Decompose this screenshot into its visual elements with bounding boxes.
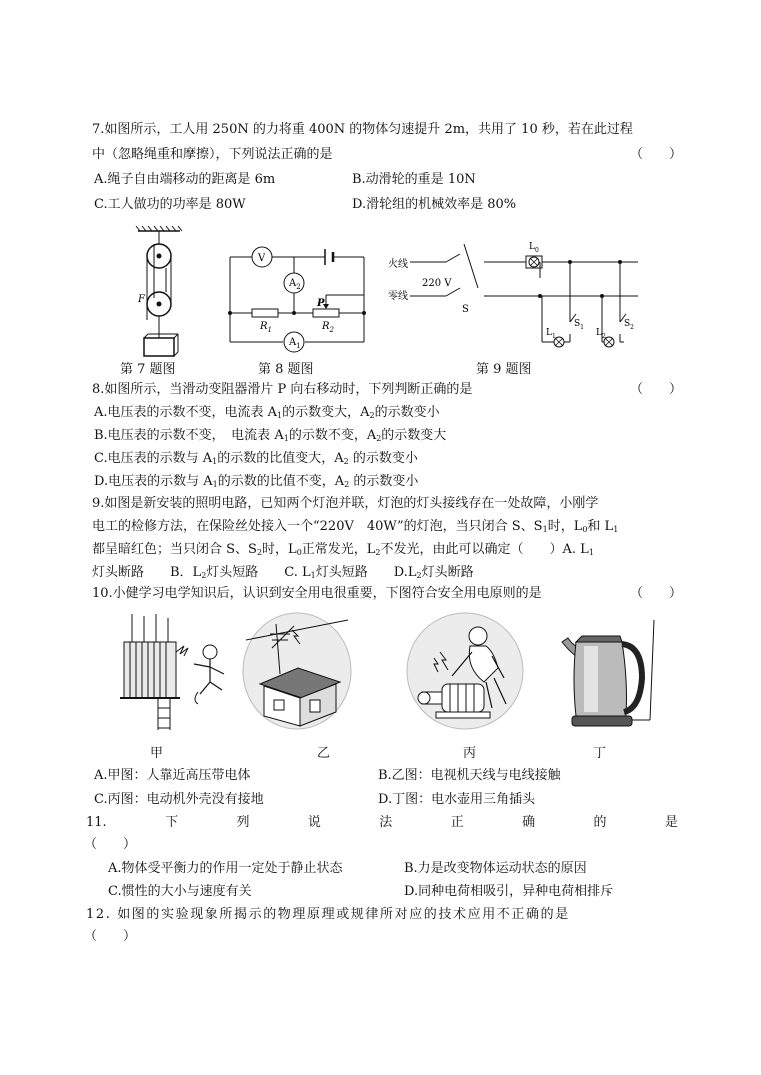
fig9-s2-label bbox=[624, 319, 634, 331]
q11-option-d: D.同种电荷相吸引，异种电荷相排斥 bbox=[404, 884, 614, 899]
fig9-l0-label bbox=[529, 242, 539, 254]
q10-option-b: B.乙图：电视机天线与电线接触 bbox=[378, 768, 561, 783]
q10-label-jia: 甲 bbox=[150, 746, 164, 761]
fig8-a2-letter: A bbox=[289, 278, 297, 289]
q10-label-yi: 乙 bbox=[317, 746, 331, 761]
q10-stem-text: 10.小健学习电学知识后，认识到安全用电很重要，下图符合安全用电原则的是 bbox=[92, 586, 542, 601]
q11-option-a: A.物体受平衡力的作用一定处于静止状态 bbox=[108, 861, 343, 876]
q7-stem-text: 中（忽略绳重和摩擦），下列说法正确的是 bbox=[92, 147, 333, 162]
q11-stem-word: 是 bbox=[664, 815, 678, 830]
q11-stem-word: 确 bbox=[522, 815, 536, 830]
q11-stem-word: 正 bbox=[450, 815, 464, 830]
q7-option-c: C.工人做功的功率是 80W bbox=[94, 197, 246, 212]
fig9-l1-sub: 1 bbox=[551, 333, 556, 340]
fig9-s2-sub: 2 bbox=[630, 324, 634, 331]
fig7-force-label: F bbox=[138, 294, 145, 305]
q12-stem-line: 12. 如图的实验现象所揭示的物理原理或规律所对应的技术应用不正确的是 bbox=[86, 907, 570, 922]
q8-stem-text: 8.如图所示，当滑动变阻器滑片 P 向右移动时，下列判断正确的是 bbox=[92, 382, 473, 397]
q7-answer-paren: （ ） bbox=[629, 147, 682, 162]
fig8-r1-label bbox=[259, 321, 272, 334]
q10-image-yi-house-antenna bbox=[242, 612, 352, 730]
q7-option-a: A.绳子自由端移动的距离是 6m bbox=[94, 172, 276, 187]
q11-option-c: C.惯性的大小与速度有关 bbox=[108, 884, 252, 899]
q11-stem-word: 法 bbox=[379, 815, 393, 830]
q8-option-b: B.电压表的示数不变， 电流表 $A_1$的示数不变，$A_2$的示数变大 bbox=[94, 428, 447, 443]
q10-image-jia-transformer bbox=[118, 612, 230, 730]
fig9-lighting-circuit bbox=[388, 238, 638, 358]
q11-stem-word: 列 bbox=[236, 815, 250, 830]
q11-stem-word: 说 bbox=[307, 815, 321, 830]
q11-stem-word: 的 bbox=[593, 815, 607, 830]
q8-option-c: C.电压表的示数与 $A_1$的示数的比值变大，$A_2$ 的示数变小 bbox=[94, 451, 418, 466]
q10-label-bing: 丙 bbox=[463, 746, 477, 761]
q7-option-b: B.动滑轮的重是 10N bbox=[352, 172, 476, 187]
q11-option-b: B.力是改变物体运动状态的原因 bbox=[404, 861, 587, 876]
fig9-l0-letter: L bbox=[529, 242, 535, 252]
fig9-neutral-line-label: 零线 bbox=[388, 291, 408, 302]
fig8-a1-sub: 1 bbox=[296, 342, 301, 350]
fig8-circuit-diagram bbox=[230, 245, 370, 355]
fig9-caption: 第 9 题图 bbox=[476, 362, 532, 377]
fig9-s1-letter: S bbox=[574, 319, 581, 329]
fig8-r1-sub: 1 bbox=[267, 326, 272, 334]
q10-option-d: D.丁图：电水壶用三角插头 bbox=[378, 792, 536, 807]
q11-stem-word: 下 bbox=[165, 815, 179, 830]
fig8-r2-sub: 2 bbox=[329, 326, 334, 334]
fig8-caption: 第 8 题图 bbox=[258, 362, 314, 377]
fig9-switch-s-label: S bbox=[462, 304, 469, 315]
fig9-fire-line-label: 火线 bbox=[388, 259, 408, 270]
q11-stem-word: 11. bbox=[86, 815, 107, 830]
q9-line4: 灯头断路 B．$L_2$灯头短路 C. $L_1$灯头短路 $D.L_2$灯头断路 bbox=[92, 565, 474, 580]
q11-answer-paren: （ ） bbox=[84, 837, 137, 852]
q10-option-c: C.丙图：电动机外壳没有接地 bbox=[94, 792, 264, 807]
fig8-slider-label: P bbox=[317, 298, 325, 309]
fig9-l2-sub: 2 bbox=[601, 333, 606, 340]
q8-option-a: A.电压表的示数不变，电流表 $A_1$的示数变大，$A_2$的示数变小 bbox=[94, 405, 440, 420]
fig7-caption: 第 7 题图 bbox=[120, 362, 176, 377]
q12-answer-paren: （ ） bbox=[84, 929, 137, 944]
q10-answer-paren: （ ） bbox=[629, 586, 682, 601]
q11-stem-line bbox=[86, 814, 678, 832]
q10-image-bing-motor bbox=[406, 612, 524, 730]
q10-stem-line bbox=[92, 585, 682, 603]
q8-answer-paren: （ ） bbox=[629, 382, 682, 397]
q8-option-d: D.电压表的示数与 $A_1$的示数的比值不变，$A_2$ 的示数变小 bbox=[94, 474, 419, 489]
fig8-a1-letter: A bbox=[289, 337, 297, 348]
fig9-s1-label bbox=[574, 319, 584, 331]
q7-stem-line1: 7.如图所示，工人用 250N 的力将重 400N 的物体匀速提升 2m，共用了 10 秒，若在此过程 bbox=[92, 122, 633, 137]
fig9-l2-label bbox=[596, 328, 606, 340]
fig9-l1-label bbox=[546, 328, 556, 340]
q7-stem-line2 bbox=[92, 146, 682, 164]
q10-image-ding-kettle bbox=[562, 620, 662, 732]
q10-label-ding: 丁 bbox=[593, 746, 607, 761]
fig8-r1-letter: R bbox=[260, 321, 268, 332]
fig8-a2-sub: 2 bbox=[296, 283, 301, 291]
fig9-l1-letter: L bbox=[546, 328, 552, 338]
q9-line3: 都呈暗红色；当只闭合 S、$S_2$时，$L_0$正常发光，$L_2$不发光，由此可以确定（ ）A. $L_1$ bbox=[92, 542, 594, 557]
q8-stem-line bbox=[92, 381, 682, 399]
q9-line1: 9.如图是新安装的照明电路，已知两个灯泡并联，灯泡的灯头接线存在一处故障，小刚学 bbox=[92, 496, 599, 511]
fig8-voltmeter-label: V bbox=[258, 253, 266, 264]
fig8-r2-label bbox=[321, 321, 335, 334]
fig7-pulley-diagram bbox=[130, 228, 190, 360]
fig8-r2-letter: R bbox=[322, 321, 330, 332]
q10-option-a: A.甲图：人靠近高压带电体 bbox=[94, 768, 251, 783]
q7-option-d: D.滑轮组的机械效率是 80% bbox=[352, 197, 517, 212]
fig9-l0-sub: 0 bbox=[534, 247, 539, 254]
fig9-l2-letter: L bbox=[596, 328, 602, 338]
fig9-s1-sub: 1 bbox=[580, 324, 584, 331]
fig9-s2-letter: S bbox=[624, 319, 631, 329]
fig9-voltage-label: 220 V bbox=[422, 278, 452, 289]
q9-line2: 电工的检修方法，在保险丝处接入一个“220V 40W”的灯泡，当只闭合 S、$S_1$时，$L_0$和 $L_1$ bbox=[92, 519, 619, 534]
